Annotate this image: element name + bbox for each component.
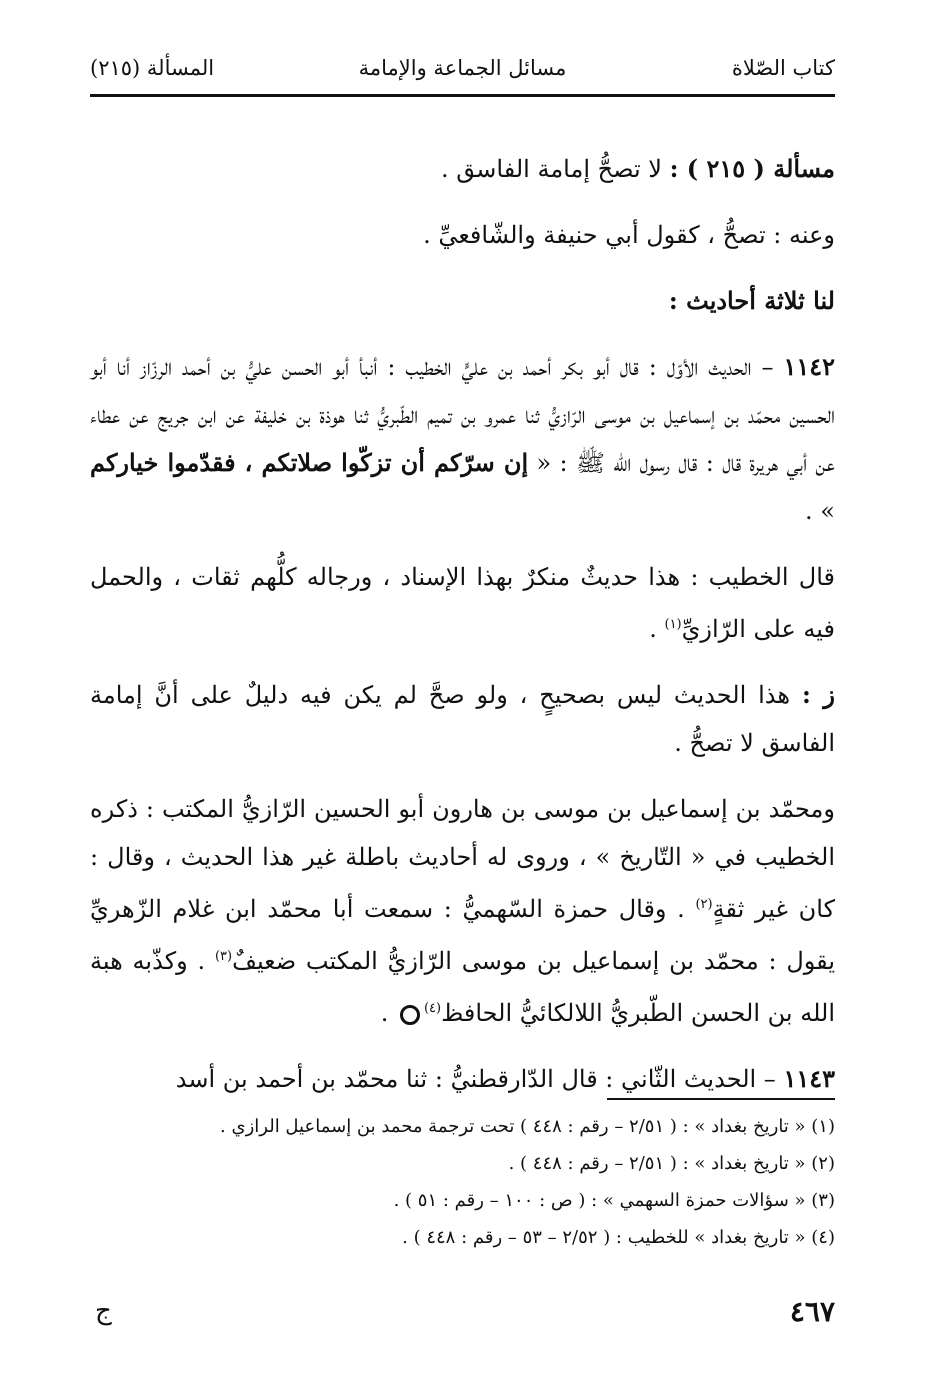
z-mark: ز : [801, 680, 835, 709]
lana-heading: لنا ثلاثة أحاديث : [668, 286, 835, 315]
running-header [90, 48, 835, 88]
narrator-end: . [380, 999, 396, 1027]
footnote-1: (١) « تاريخ بغداد » : ( ٢/٥١ – رقم : ٤٤٨ ) تحت ترجمة محمد بن إسماعيل الرازي . [220, 1116, 835, 1137]
footnote-ref-2[interactable]: (٢) [695, 897, 713, 912]
khatib-paragraph [90, 553, 835, 653]
footnote-ref-3[interactable]: (٣) [214, 949, 233, 964]
header-issue-number: المسألة (٢١٥) [90, 56, 215, 80]
khatib-end: . [649, 615, 665, 643]
narrator-text-1: ومحمّد بن إسماعيل بن موسى بن هارون أبو الحسين الرّازيُّ المكتب : ذكره الخطيب في « التّاريخ » ، وروى له أحاديث باطلة غير هذا الحديث ، وقال : كان غير ثقةٍ [90, 795, 836, 923]
hadith-matn: إن سرّكم أن تزكّوا صلاتكم ، فقدّموا خياركم [90, 448, 529, 477]
narrator-text-2: . وقال حمزة السّهميُّ : سمعت أبا محمّد ابن غلام الزّهريِّ يقول : محمّد بن إسماعيل بن موسى الرّازيُّ المكتب ضعيفٌ [90, 895, 835, 975]
masala-statement [90, 145, 835, 193]
narrator-paragraph [90, 785, 835, 1037]
hadith-isnad: – الحديث الثّاني : قال الدّارقطنيُّ : ثنا محمّد بن أحمد بن أسد [175, 1065, 784, 1093]
riwaya-line: وعنه : تصحُّ ، كقول أبي حنيفة والشّافعيِّ . [423, 221, 835, 249]
z-paragraph [90, 671, 835, 767]
hadith-1142 [90, 343, 835, 535]
header-section-title: مسائل الجماعة والإمامة [358, 56, 567, 80]
hadith-number: ١١٤٢ [783, 352, 835, 381]
masala-label: مسألة ( ٢١٥ ) : [669, 154, 835, 183]
footnote-ref-1[interactable]: (١) [664, 617, 682, 632]
page-number: ٤٦٧ [789, 1295, 835, 1328]
signature-mark: ج [95, 1296, 112, 1326]
hadith-number: ١١٤٣ [783, 1064, 835, 1093]
hadith-1143 [90, 1055, 835, 1103]
header-book-title: كتاب الصّلاة [731, 56, 835, 80]
footnote-2: (٢) « تاريخ بغداد » : ( ٢/٥١ – رقم : ٤٤٨ ) . [508, 1153, 835, 1174]
header-divider [90, 94, 835, 97]
footnote-3: (٣) « سؤالات حمزة السهمي » : ( ص : ١٠٠ – رقم : ٥١ ) . [393, 1190, 835, 1211]
footnotes [90, 1108, 835, 1256]
masala-text: لا تصحُّ إمامة الفاسق . [441, 155, 670, 183]
footnote-ref-4[interactable]: (٤) [423, 1001, 442, 1016]
main-text [90, 145, 835, 1103]
end-circle-icon [400, 1005, 420, 1025]
z-text: هذا الحديث ليس بصحيحٍ ، ولو صحَّ لم يكن فيه دليلٌ على أنَّ إمامة الفاسق لا تصحُّ . [90, 681, 835, 757]
khatib-text: قال الخطيب : هذا حديثٌ منكرٌ بهذا الإسناد ، ورجاله كلُّهم ثقات ، والحمل فيه على الرّازيِّ [90, 563, 835, 643]
hadith-close: » . [805, 497, 835, 525]
hadith-isnad: – الحديث الأوّل : قال أبو بكر أحمد بن عليٍّ الخطيب : أنبأ أبو الحسن عليُّ بن أحمد الرزّاز أنا أبو الحسين محمّد بن إسماعيل بن موسى الرّازيُّ ثنا عمرو بن تميم الطّبريُّ ثنا هوذة بن خليفة عن ابن جريج عن عطاء عن أبي هريرة قال : قال رسول الله ﷺ : « [90, 353, 836, 477]
footnote-divider [607, 1098, 835, 1100]
footnote-4: (٤) « تاريخ بغداد » للخطيب : ( ٢/٥٢ – ٥٣ – رقم : ٤٤٨ ) . [402, 1227, 835, 1248]
narrator-text-3: . وكذّبه هبة الله بن الحسن الطّبريُّ اللالكائيُّ الحافظ [90, 947, 835, 1027]
